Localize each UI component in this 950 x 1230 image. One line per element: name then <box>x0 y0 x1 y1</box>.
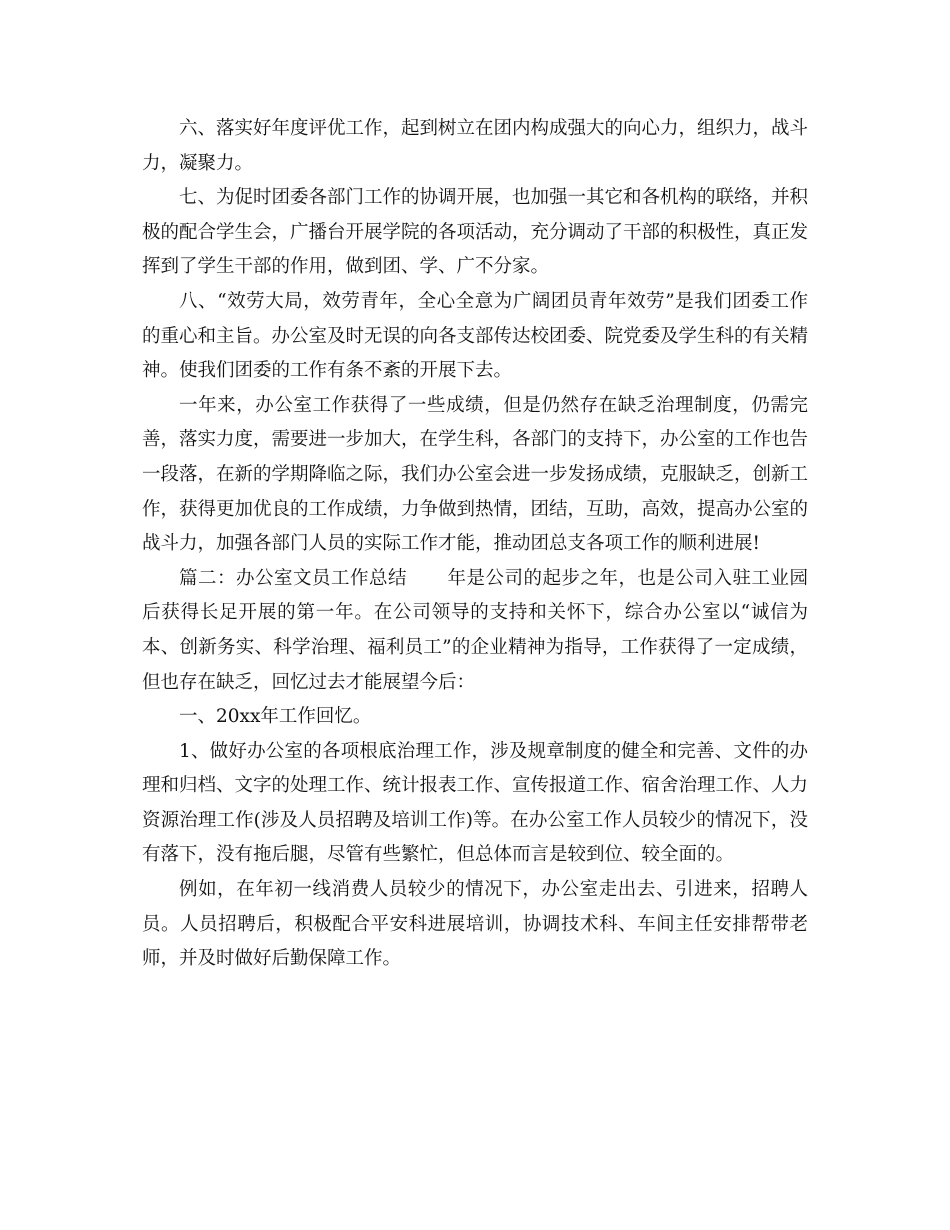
paragraph-example: 例如，在年初一线消费人员较少的情况下，办公室走出去、引进来，招聘人员。人员招聘后，积极配合平安科进展培训，协调技术科、车间主任安排帮带老师，并及时做好后勤保障工作。 <box>142 879 808 970</box>
section-two-body: 年是公司的起步之年，也是公司入驻工业园后获得长足开展的第一年。在公司领导的支持和关怀下，综合办公室以“诚信为本、创新务实、科学治理、福利员工”的企业精神为指导，工作获得了一定成绩，但也存在缺乏，回忆过去才能展望今后： <box>142 567 808 693</box>
paragraph-section-two <box>142 562 808 700</box>
paragraph-heading-review: 一、20xx年工作回忆。 <box>179 706 372 728</box>
paragraph-item-one: 1、做好办公室的各项根底治理工作，涉及规章制度的健全和完善、文件的办理和归档、文字的处理工作、统计报表工作、宣传报道工作、宿舍治理工作、人力资源治理工作(涉及人员招聘及培训工作)等。在办公室工作人员较少的情况下，没有落下，没有拖后腿，尽管有些繁忙，但总体而言是较到位、较全面的。 <box>142 740 809 866</box>
paragraph-item-seven: 七、为促时团委各部门工作的协调开展，也加强一其它和各机构的联络，并积极的配合学生会，广播台开展学院的各项活动，充分调动了干部的积极性，真正发挥到了学生干部的作用，做到团、学、广不分家。 <box>142 187 809 278</box>
paragraph-item-eight: 八、“效劳大局，效劳青年，全心全意为广阔团员青年效劳”是我们团委工作的重心和主旨。办公室及时无误的向各支部传达校团委、院党委及学生科的有关精神。使我们团委的工作有条不紊的开展下去。 <box>142 290 809 382</box>
paragraph-year-summary: 一年来，办公室工作获得了一些成绩，但是仍然存在缺乏治理制度，仍需完善，落实力度，需要进一步加大，在学生科，各部门的支持下，办公室的工作也告一段落，在新的学期降临之际，我们办公室会进一步发扬成绩，克服缺乏，创新工作，获得更加优良的工作成绩，力争做到热情，团结，互助，高效，提高办公室的战斗力，加强各部门人员的实际工作才能，推动团总支各项工作的顺利进展! <box>142 394 809 555</box>
paragraph-item-six: 六、落实好年度评优工作，起到树立在团内构成强大的向心力，组织力，战斗力，凝聚力。 <box>142 118 809 174</box>
section-two-title: 篇二：办公室文员工作总结 <box>179 567 407 589</box>
document-body <box>142 112 808 977</box>
